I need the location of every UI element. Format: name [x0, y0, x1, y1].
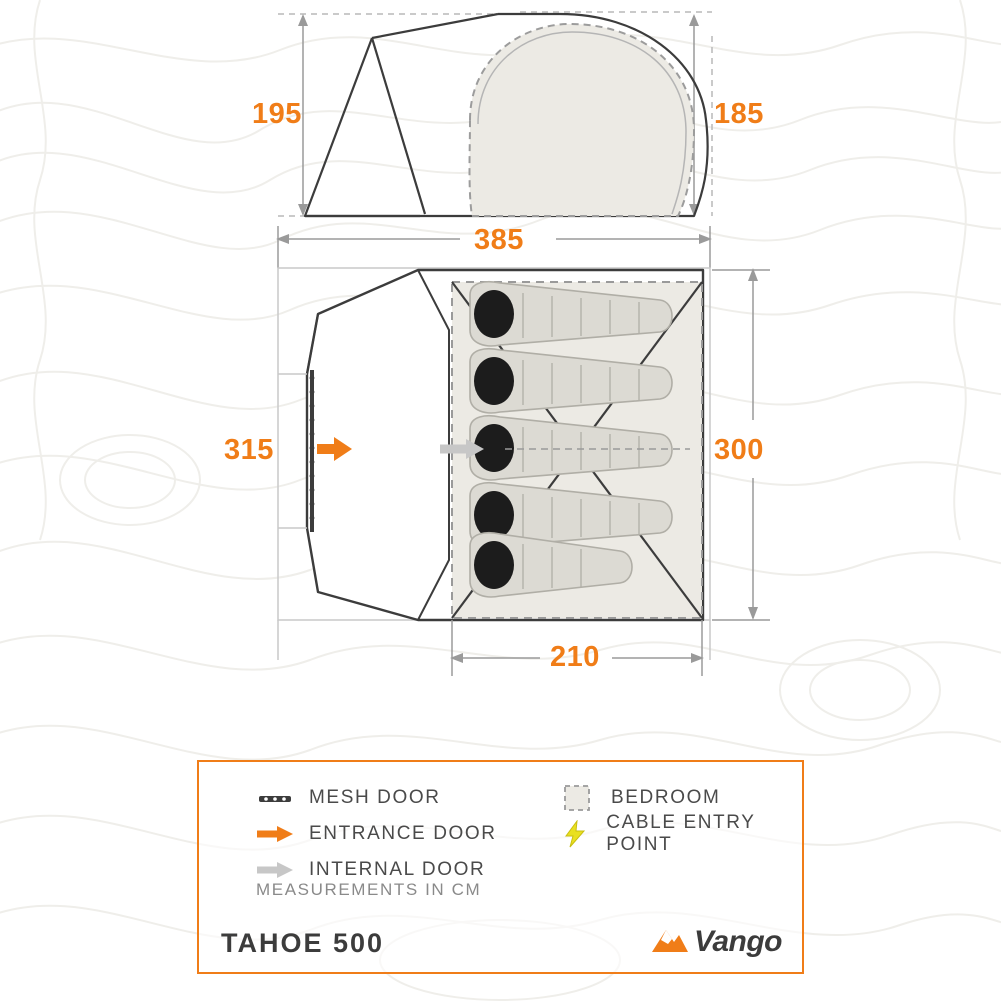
measurement-note: MEASUREMENTS IN CM	[256, 880, 482, 899]
footer-box	[197, 912, 804, 974]
legend-column-right	[557, 780, 802, 855]
dimension-385: 385	[474, 224, 524, 256]
legend-column-left	[255, 780, 497, 888]
cable-entry-bolt-icon	[557, 820, 592, 848]
entrance-door-arrow-icon	[255, 826, 295, 842]
bedroom-dashed-square-icon	[557, 784, 597, 812]
legend-item-mesh-door	[255, 780, 497, 816]
dimension-195: 195	[252, 98, 302, 130]
internal-door-arrow-icon	[255, 862, 295, 878]
model-name: TAHOE 500	[221, 928, 385, 958]
legend-label-entrance-door: ENTRANCE DOOR	[309, 823, 497, 844]
dimension-300: 300	[714, 434, 764, 466]
legend-label-internal-door: INTERNAL DOOR	[309, 859, 486, 880]
brand-logo	[648, 922, 782, 962]
vango-mountain-icon	[648, 922, 692, 962]
legend-item-bedroom	[557, 780, 802, 816]
dimension-210: 210	[550, 641, 600, 673]
mesh-door-marker	[310, 370, 315, 532]
legend-label-mesh-door: MESH DOOR	[309, 787, 441, 808]
dimension-315: 315	[224, 434, 274, 466]
dimension-185: 185	[714, 98, 764, 130]
mesh-door-icon	[255, 791, 295, 805]
legend-label-cable-entry: CABLE ENTRY POINT	[606, 812, 756, 855]
legend-label-bedroom: BEDROOM	[611, 787, 721, 808]
legend-item-cable-entry	[557, 812, 802, 855]
legend-item-entrance-door	[255, 816, 497, 852]
brand-name: Vango	[693, 925, 782, 958]
